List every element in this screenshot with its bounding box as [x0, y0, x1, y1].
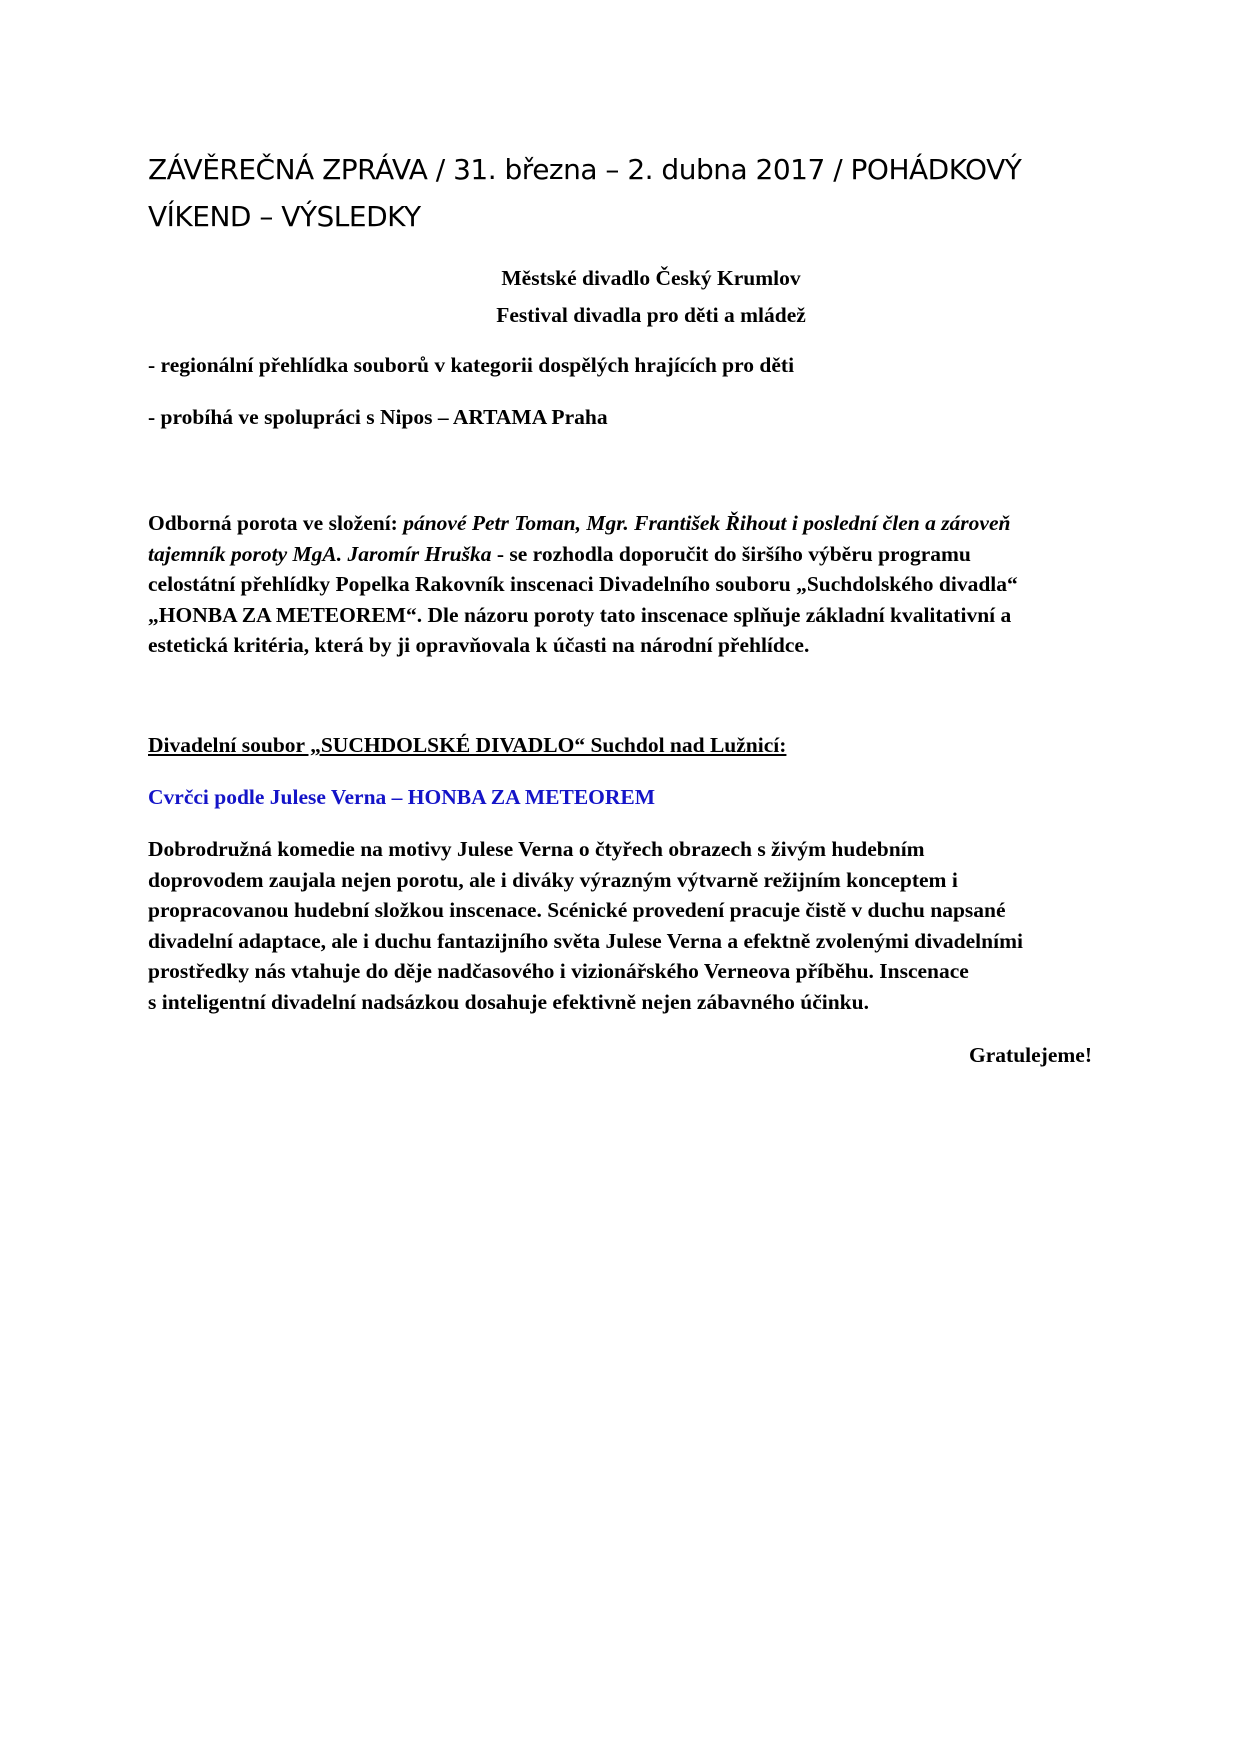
festival-name: Festival divadla pro děti a mládež [496, 303, 806, 327]
report-title-line-1: ZÁVĚREČNÁ ZPRÁVA / 31. března – 2. dubna 2017 / POHÁDKOVÝ [148, 153, 1022, 186]
production-title: Cvrčci podle Julese Verna – HONBA ZA METEOREM [148, 785, 656, 809]
review-line-3: propracovanou hudební složkou inscenace. Scénické provedení pracuje čistě v duchu napsané [148, 898, 1006, 922]
jury-line-2 [148, 539, 1098, 570]
bullet-regional-showcase: - regionální přehlídka souborů v kategorii dospělých hrajících pro děti [148, 353, 795, 377]
review-line-4: divadelní adaptace, ale i duchu fantazijního světa Julese Verna a efektně zvolenými divadelními [148, 928, 1023, 953]
jury-paragraph [148, 508, 1098, 661]
jury-line-4: „HONBA ZA METEOREM“. Dle názoru poroty tato inscenace splňuje základní kvalitativní a [148, 602, 1012, 627]
ensemble-heading: Divadelní soubor „SUCHDOLSKÉ DIVADLO“ Suchdol nad Lužnicí: [148, 733, 787, 757]
review-line-5: prostředky nás vtahuje do děje nadčasového i vizionářského Verneova příběhu. Inscenace [148, 959, 969, 983]
jury-decision: - se rozhodla doporučit do širšího výběru programu [491, 541, 971, 566]
review-line-2: doprovodem zaujala nejen porotu, ale i diváky výrazným výtvarně režijním konceptem i [148, 867, 958, 892]
jury-line-3: celostátní přehlídky Popelka Rakovník inscenaci Divadelního souboru „Suchdolského divadla“ [148, 572, 1018, 596]
jury-members-2: tajemník poroty MgA. Jaromír Hruška [148, 541, 492, 566]
theatre-name: Městské divadlo Český Krumlov [501, 266, 801, 290]
bullet-cooperation: - probíhá ve spolupráci s Nipos – ARTAMA Praha [148, 405, 608, 429]
review-line-6: s inteligentní divadelní nadsázkou dosahuje efektivně nejen zábavného účinku. [148, 989, 869, 1014]
report-title-line-2: VÍKEND – VÝSLEDKY [148, 200, 421, 233]
jury-members-1: pánové Petr Toman, Mgr. František Řihout i poslední člen a zároveň [403, 511, 1011, 535]
jury-line-1 [148, 508, 1098, 539]
review-paragraph [148, 834, 1098, 1017]
review-line-1: Dobrodružná komedie na motivy Julese Verna o čtyřech obrazech s živým hudebním [148, 837, 925, 861]
jury-line-5: estetická kritéria, která by ji opravňovala k účasti na národní přehlídce. [148, 633, 810, 657]
jury-intro: Odborná porota ve složení: [148, 511, 404, 535]
report-title [148, 146, 1088, 240]
closing-congratulations: Gratulejeme! [969, 1043, 1092, 1067]
